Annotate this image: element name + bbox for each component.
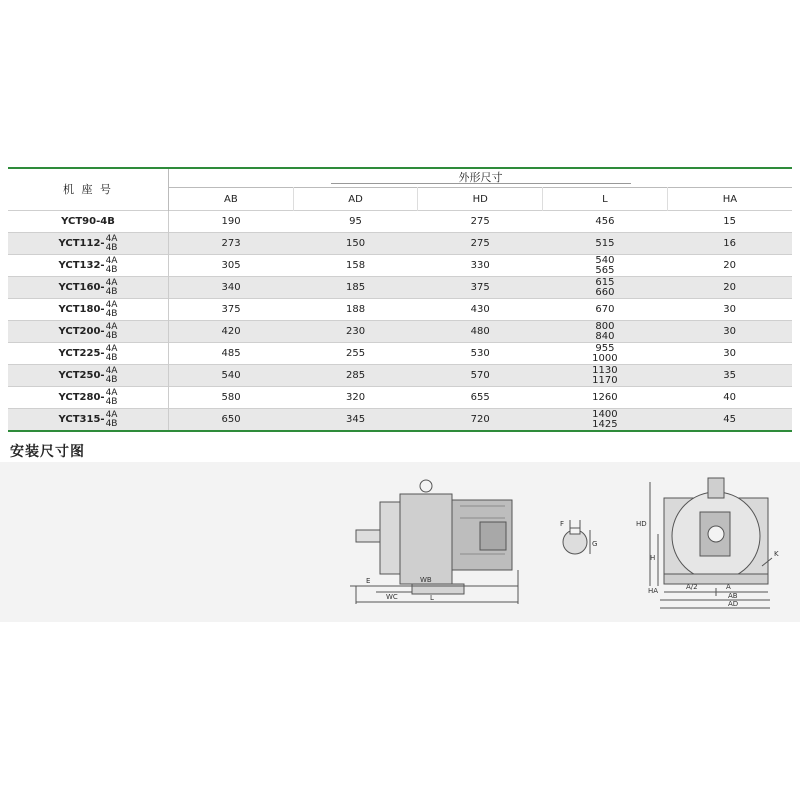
model-cell xyxy=(8,277,169,299)
model-variant: 4B xyxy=(105,330,118,341)
cell-ab: 375 xyxy=(221,304,241,315)
model-variants xyxy=(106,367,118,385)
table-row xyxy=(8,211,792,233)
dimension-table-container xyxy=(8,167,792,432)
cell-ab: 420 xyxy=(169,321,294,343)
cell-ab: 580 xyxy=(221,392,241,403)
model-code xyxy=(59,301,118,319)
cell-value: 1130 xyxy=(592,364,618,376)
cell-l xyxy=(543,299,668,321)
lifting-eye xyxy=(420,480,432,492)
model-cell xyxy=(8,321,169,343)
section-title: 安装尺寸图 xyxy=(10,444,85,460)
model-variant: 4A xyxy=(105,343,118,354)
cell-hd: 275 xyxy=(470,216,490,227)
cell-ab: 273 xyxy=(169,233,294,255)
model-variant: 4B xyxy=(105,396,118,407)
model-name: YCT280- xyxy=(58,392,105,403)
model-variant: 4A xyxy=(105,299,118,310)
cell-ha: 30 xyxy=(723,348,736,359)
cell-ha: 35 xyxy=(667,365,792,387)
cell-l xyxy=(543,409,668,431)
label-AB: AB xyxy=(728,592,738,600)
model-cell xyxy=(8,409,169,431)
outline-dimensions-label: 外形尺寸 xyxy=(458,171,503,184)
cell-ad: 185 xyxy=(293,277,418,299)
cell-value: 1425 xyxy=(592,418,618,430)
label-L: L xyxy=(430,594,434,602)
front-feet xyxy=(664,574,768,584)
model-variant: 4B xyxy=(105,242,118,253)
cell-ha: 20 xyxy=(723,260,736,271)
model-variant: 4B xyxy=(105,308,118,319)
model-variants xyxy=(106,411,118,429)
label-G: G xyxy=(592,540,598,548)
model-variants xyxy=(106,345,118,363)
cell-value: 456 xyxy=(595,215,615,227)
model-name: YCT112- xyxy=(58,238,105,249)
cell-ab: 305 xyxy=(221,260,241,271)
cell-hd: 480 xyxy=(418,321,543,343)
cell-hd: 530 xyxy=(470,348,490,359)
table-row xyxy=(8,321,792,343)
model-variants xyxy=(106,323,118,341)
label-A2: A/2 xyxy=(686,583,698,591)
cell-value: 1170 xyxy=(592,374,618,386)
cell-ab: 650 xyxy=(169,409,294,431)
model-cell xyxy=(8,255,169,277)
cell-value: 660 xyxy=(595,286,615,298)
cell-ha: 20 xyxy=(667,277,792,299)
cell-hd: 720 xyxy=(418,409,543,431)
cell-l xyxy=(543,211,668,233)
table-body xyxy=(8,211,792,431)
cell-value: 540 xyxy=(595,254,615,266)
cell-ha: 40 xyxy=(723,392,736,403)
model-variant: 4A xyxy=(105,277,118,288)
model-variant: 4B xyxy=(105,418,118,429)
label-HA: HA xyxy=(648,587,659,595)
front-view-drawing xyxy=(636,478,779,608)
model-code xyxy=(59,257,118,275)
model-code xyxy=(59,389,118,407)
outline-dimensions-header xyxy=(169,169,793,188)
cell-ad: 345 xyxy=(293,409,418,431)
model-name: YCT180- xyxy=(58,304,105,315)
model-variant: 4A xyxy=(105,321,118,332)
table-row xyxy=(8,365,792,387)
cell-ha: 45 xyxy=(667,409,792,431)
model-variant: 4B xyxy=(105,264,118,275)
output-shaft xyxy=(356,530,380,542)
installation-drawing-band xyxy=(0,462,800,622)
model-variants xyxy=(106,257,118,275)
model-variant: 4A xyxy=(105,233,118,244)
reducer-flange xyxy=(380,502,400,574)
model-cell xyxy=(8,387,169,409)
column-header-ad: AD xyxy=(293,188,418,211)
cell-ha: 16 xyxy=(667,233,792,255)
cell-ha: 30 xyxy=(723,304,736,315)
cell-value: 800 xyxy=(595,320,615,332)
cell-value: 840 xyxy=(595,330,615,342)
model-cell xyxy=(8,299,169,321)
model-variants xyxy=(106,301,118,319)
model-cell xyxy=(8,343,169,365)
installation-drawing xyxy=(0,462,800,622)
front-lifting-lug xyxy=(708,478,724,498)
model-code xyxy=(59,235,118,253)
cell-hd: 570 xyxy=(418,365,543,387)
model-variants xyxy=(106,235,118,253)
label-A: A xyxy=(726,583,731,591)
model-variant: 4A xyxy=(105,409,118,420)
column-header-hd: HD xyxy=(418,188,543,211)
cell-ad: 320 xyxy=(345,392,366,403)
model-code xyxy=(59,279,118,297)
cell-ha: 30 xyxy=(667,321,792,343)
reducer-body xyxy=(400,494,452,584)
cell-ab: 485 xyxy=(221,348,241,359)
cell-value: 615 xyxy=(595,276,615,288)
terminal-box xyxy=(480,522,506,550)
table-row xyxy=(8,277,792,299)
label-H: H xyxy=(650,554,656,562)
cell-hd: 330 xyxy=(470,260,490,271)
cell-ha: 15 xyxy=(723,216,736,227)
model-variant: 4A xyxy=(105,255,118,266)
shaft-section-drawing xyxy=(560,520,597,554)
model-name: YCT90-4B xyxy=(61,216,115,227)
model-cell xyxy=(8,233,169,255)
cell-l xyxy=(543,277,668,299)
column-header-l: L xyxy=(543,188,668,211)
cell-ab: 190 xyxy=(221,216,241,227)
label-E: E xyxy=(366,577,371,585)
model-cell xyxy=(8,365,169,387)
model-name: YCT160- xyxy=(58,282,105,293)
column-header-ab: AB xyxy=(169,188,294,211)
dimension-table xyxy=(8,169,792,430)
model-variants xyxy=(106,389,118,407)
column-header-ha: HA xyxy=(667,188,792,211)
cell-value: 1400 xyxy=(592,408,618,420)
model-variant: 4B xyxy=(105,352,118,363)
model-name: YCT315- xyxy=(58,414,105,425)
model-code xyxy=(59,411,118,429)
cell-value: 1260 xyxy=(592,391,618,403)
cell-l xyxy=(543,255,668,277)
cell-ad: 285 xyxy=(293,365,418,387)
cell-hd: 430 xyxy=(470,304,490,315)
model-name: YCT225- xyxy=(58,348,105,359)
cell-l xyxy=(543,343,668,365)
label-AD: AD xyxy=(728,600,739,608)
model-variant: 4B xyxy=(105,286,118,297)
model-code xyxy=(59,345,118,363)
table-row xyxy=(8,343,792,365)
cell-ab: 540 xyxy=(169,365,294,387)
model-variant: 4B xyxy=(105,374,118,385)
cell-ad: 95 xyxy=(349,216,362,227)
cell-ad: 230 xyxy=(293,321,418,343)
model-variants xyxy=(106,279,118,297)
model-name: YCT132- xyxy=(58,260,105,271)
label-WB: WB xyxy=(420,576,432,584)
table-bottom-rule xyxy=(8,430,792,432)
cell-hd: 375 xyxy=(418,277,543,299)
cell-ad: 188 xyxy=(345,304,366,315)
label-HD: HD xyxy=(636,520,647,528)
cell-ab: 340 xyxy=(169,277,294,299)
cell-value: 1000 xyxy=(592,352,618,364)
key-slot xyxy=(570,528,580,534)
model-code xyxy=(59,367,118,385)
model-code xyxy=(59,323,118,341)
cell-value: 670 xyxy=(595,303,615,315)
front-shaft-bore xyxy=(708,526,724,542)
cell-l xyxy=(543,321,668,343)
side-view-drawing xyxy=(350,480,518,604)
cell-hd: 275 xyxy=(418,233,543,255)
model-name: YCT200- xyxy=(58,326,105,337)
table-row xyxy=(8,409,792,431)
cell-value: 515 xyxy=(595,237,615,249)
label-F: F xyxy=(560,520,565,528)
cell-ad: 158 xyxy=(345,260,366,271)
table-row xyxy=(8,387,792,409)
model-column-header: 机 座 号 xyxy=(8,169,169,211)
model-name: YCT250- xyxy=(58,370,105,381)
cell-ad: 150 xyxy=(293,233,418,255)
cell-l xyxy=(543,365,668,387)
cell-ad: 255 xyxy=(345,348,366,359)
label-WC: WC xyxy=(386,593,398,601)
label-K: K xyxy=(774,550,779,558)
cell-l xyxy=(543,233,668,255)
cell-hd: 655 xyxy=(470,392,490,403)
model-cell xyxy=(8,211,169,233)
model-code xyxy=(61,216,115,227)
model-variant: 4A xyxy=(105,387,118,398)
cell-value: 565 xyxy=(595,264,615,276)
table-row xyxy=(8,233,792,255)
cell-l xyxy=(543,387,668,409)
table-row xyxy=(8,255,792,277)
cell-value: 955 xyxy=(595,342,615,354)
table-row xyxy=(8,299,792,321)
model-variant: 4A xyxy=(105,365,118,376)
